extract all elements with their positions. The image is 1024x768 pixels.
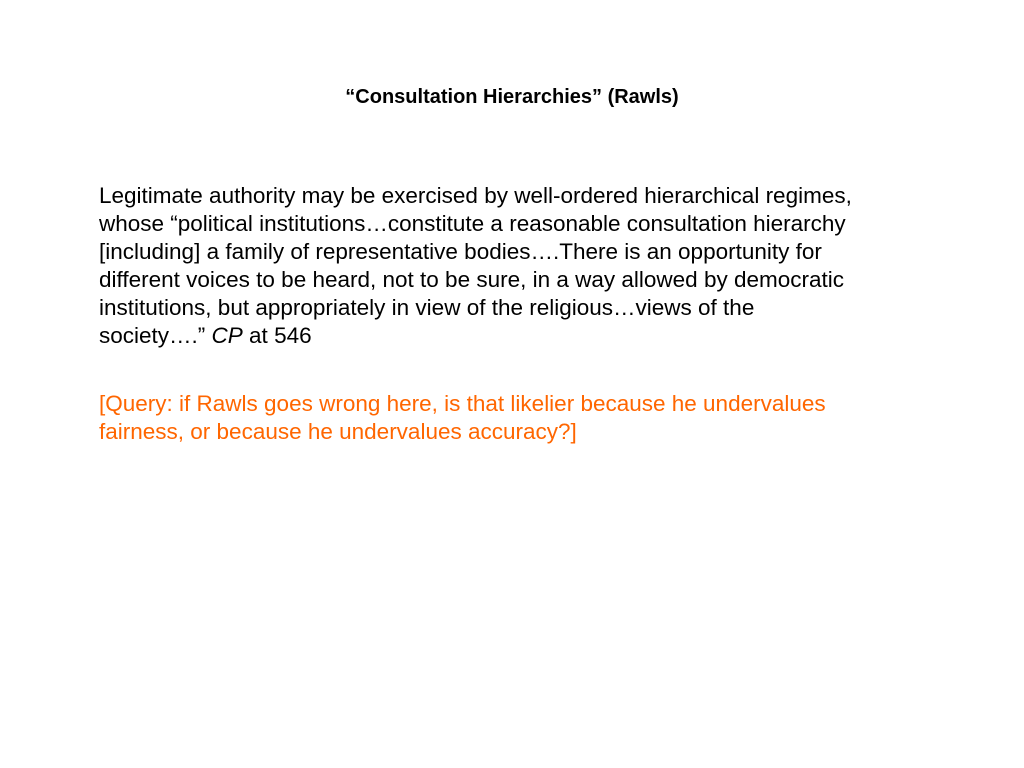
citation-page: at 546 (242, 323, 312, 348)
quote-line: institutions, but appropriately in view of the religious…views of the (99, 295, 755, 320)
query-line: fairness, or because he undervalues accuracy?] (99, 419, 577, 444)
quote-line: [including] a family of representative bodies….There is an opportunity for (99, 239, 822, 264)
quote-line: Legitimate authority may be exercised by well-ordered hierarchical regimes, (99, 183, 852, 208)
quote-line: whose “political institutions…constitute a reasonable consultation hierarchy (99, 211, 846, 236)
query-line: [Query: if Rawls goes wrong here, is that likelier because he undervalues (99, 391, 826, 416)
query-paragraph (99, 390, 979, 446)
quote-line: society….” (99, 323, 212, 348)
quote-line: different voices to be heard, not to be sure, in a way allowed by democratic (99, 267, 845, 292)
slide-title: “Consultation Hierarchies” (Rawls) (345, 86, 679, 108)
rawls-quote-paragraph (99, 182, 979, 350)
citation-source: CP (211, 323, 243, 348)
